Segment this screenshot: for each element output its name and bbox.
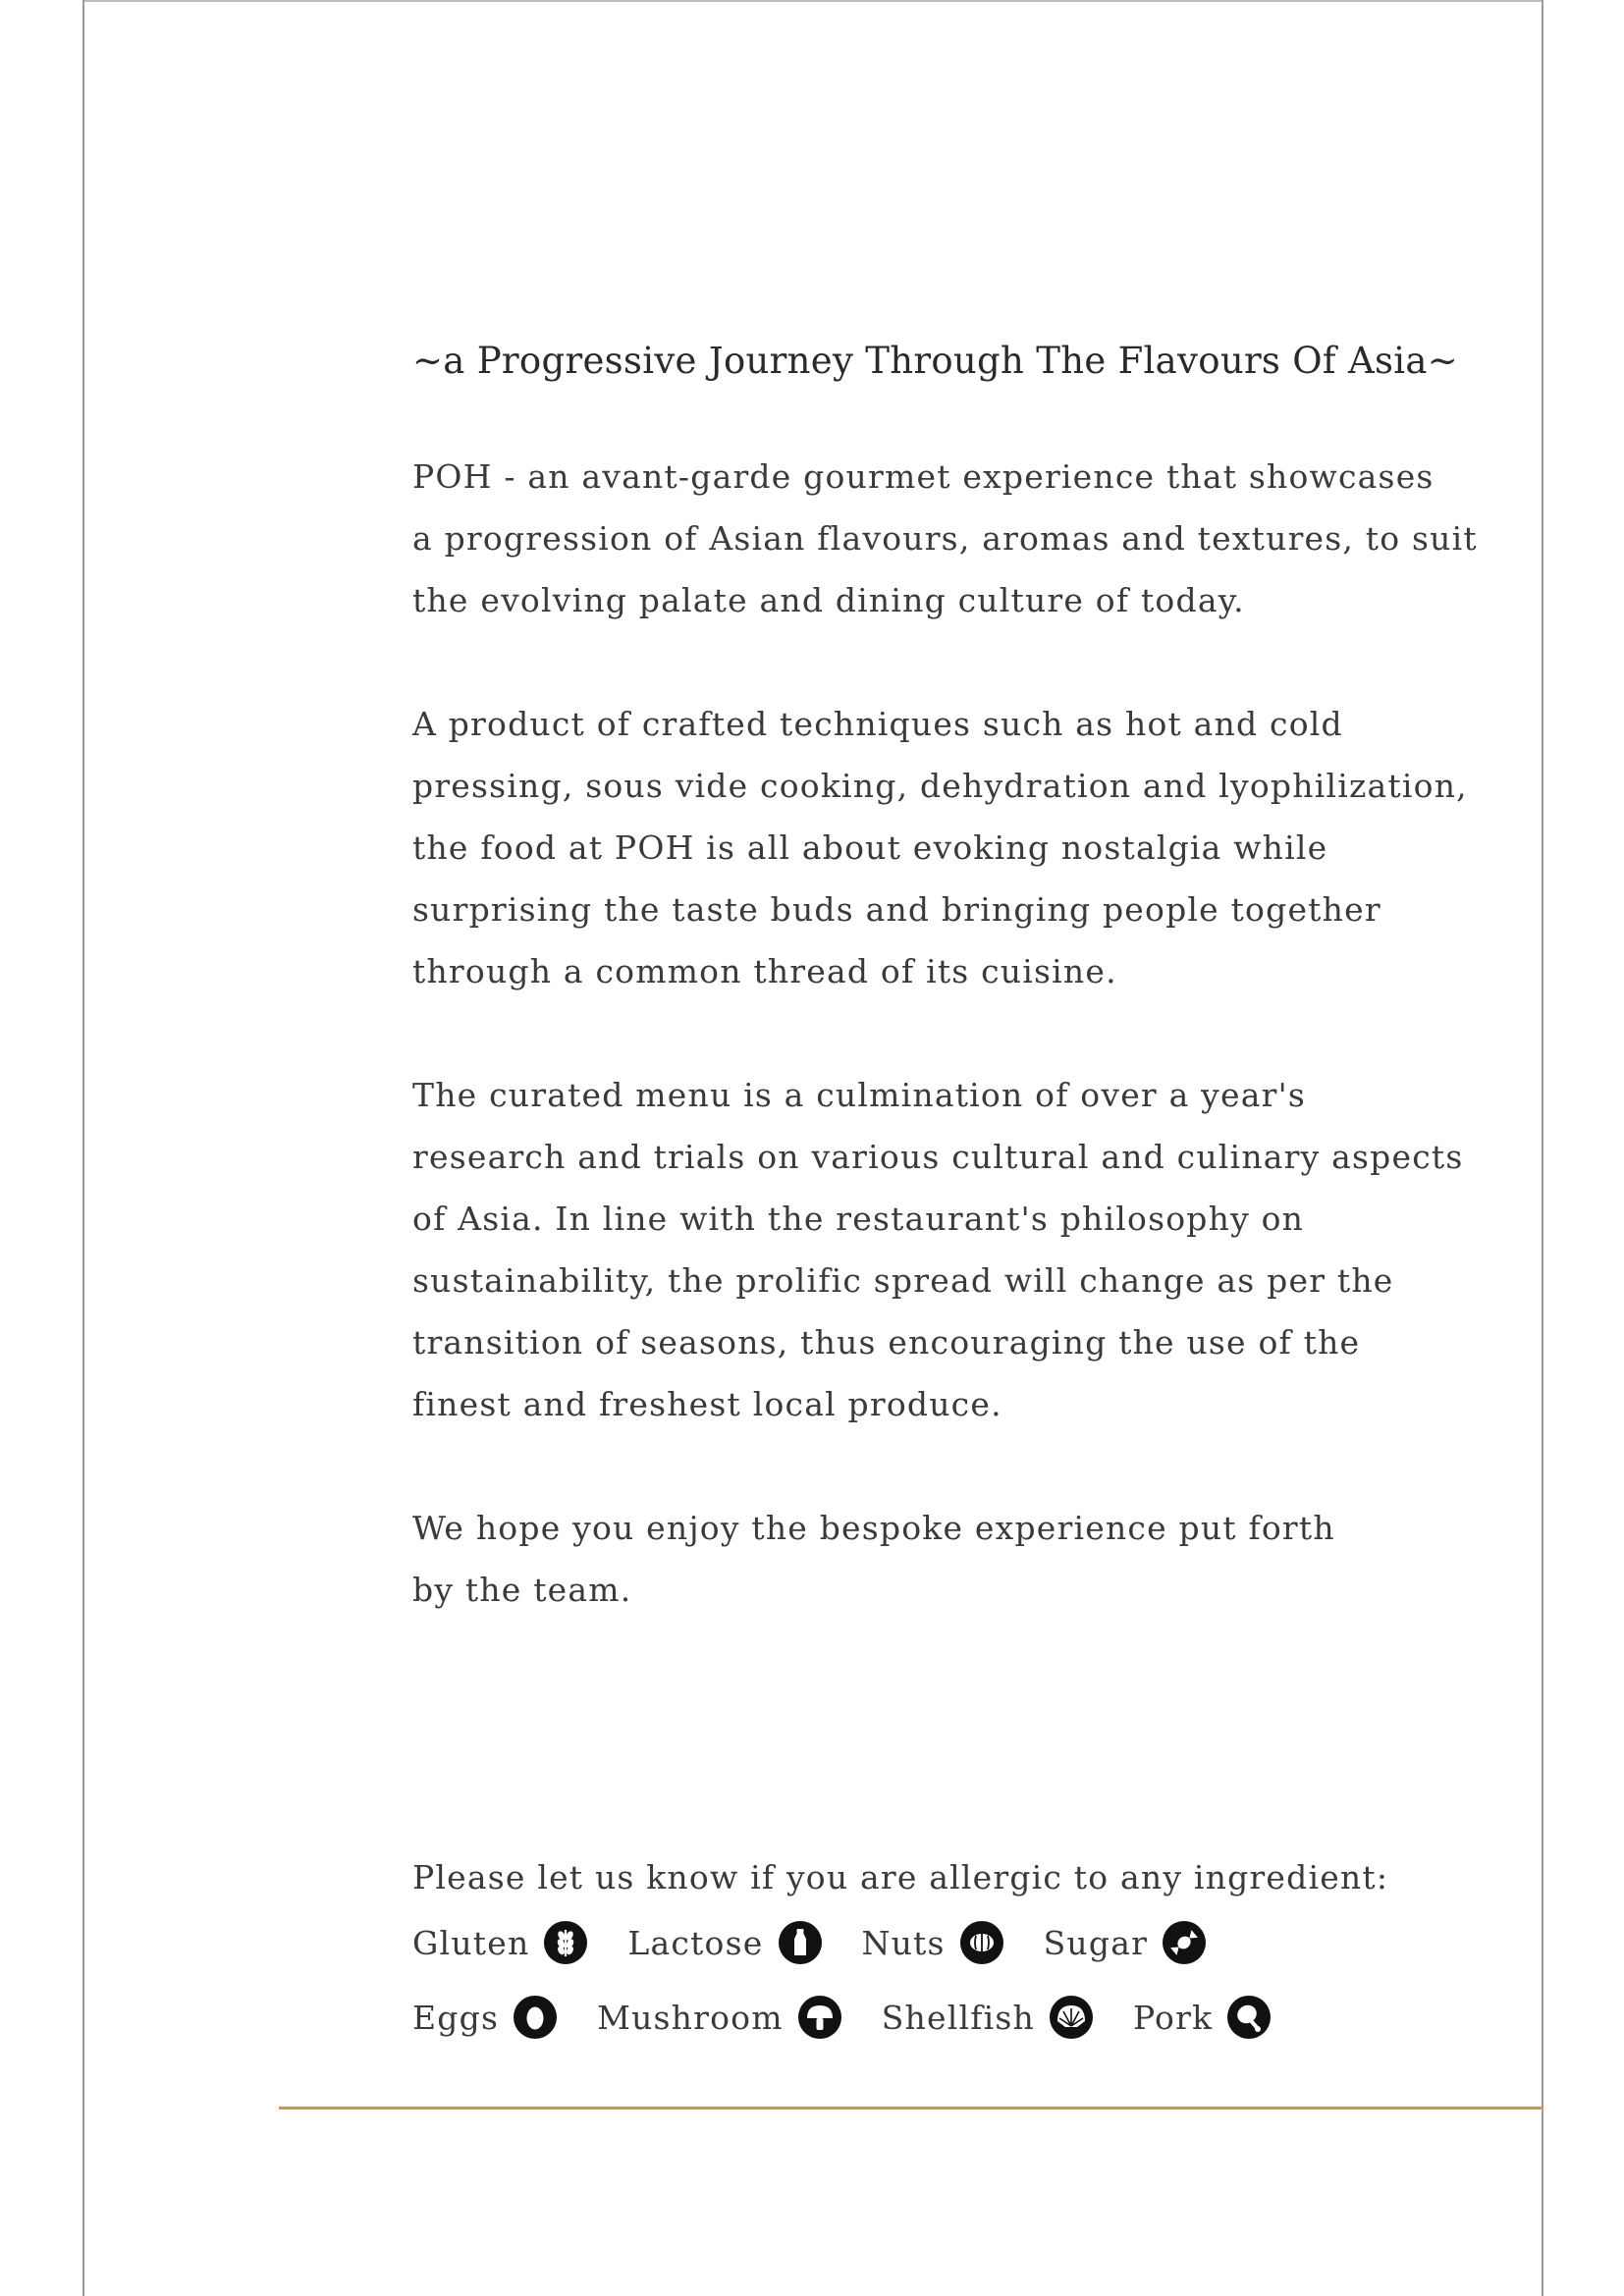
text-line: by the team. (412, 1571, 632, 1609)
allergen-label: Nuts (861, 1923, 946, 1962)
text-line: a progression of Asian flavours, aromas and textures, to suit (412, 519, 1478, 558)
allergen-row-2 (412, 1980, 1492, 2055)
allergen-label: Gluten (412, 1923, 530, 1962)
text-line: through a common thread of its cuisine. (412, 952, 1117, 990)
allergen-lactose (627, 1920, 822, 1965)
allergy-section (412, 1850, 1492, 2055)
allergen-nuts (862, 1920, 1004, 1965)
page-border-right (1542, 0, 1543, 2296)
allergen-mushroom (597, 1995, 842, 2040)
text-line: POH - an avant-garde gourmet experience that showcases (412, 457, 1435, 496)
allergen-label: Sugar (1043, 1923, 1149, 1962)
wheat-icon (543, 1920, 588, 1965)
allergen-label: Pork (1132, 1998, 1214, 2037)
egg-icon (513, 1995, 558, 2040)
page-title: ~a Progressive Journey Through The Flavours Of Asia~ (412, 340, 1459, 382)
nut-icon (959, 1920, 1004, 1965)
text-line: the evolving palate and dining culture of today. (412, 581, 1245, 619)
allergen-pork (1133, 1995, 1272, 2040)
allergen-label: Shellfish (881, 1998, 1035, 2037)
text-line: surprising the taste buds and bringing people together (412, 890, 1381, 929)
paragraph-techniques (412, 693, 1492, 1002)
text-line: pressing, sous vide cooking, dehydration and lyophilization, (412, 767, 1468, 805)
mushroom-icon (797, 1995, 842, 2040)
text-line: A product of crafted techniques such as hot and cold (412, 705, 1343, 743)
allergen-sugar (1044, 1920, 1207, 1965)
text-line: We hope you enjoy the bespoke experience put forth (412, 1509, 1335, 1547)
allergen-label: Eggs (412, 1998, 500, 2037)
divider-rule (279, 2107, 1543, 2109)
allergen-row-1 (412, 1905, 1492, 1980)
paragraph-intro (412, 446, 1492, 631)
allergen-eggs (412, 1995, 558, 2040)
shell-icon (1049, 1995, 1094, 2040)
intro-body (412, 446, 1492, 1621)
allergen-label: Lactose (627, 1923, 764, 1962)
paragraph-curated-menu (412, 1064, 1492, 1435)
intro-content (412, 334, 1492, 1682)
page-border-top (82, 0, 1543, 2)
paragraph-closing (412, 1497, 1492, 1621)
allergy-prompt: Please let us know if you are allergic to any ingredient: (412, 1858, 1389, 1896)
text-line: The curated menu is a culmination of over a year's (412, 1076, 1306, 1114)
candy-icon (1162, 1920, 1207, 1965)
text-line: finest and freshest local produce. (412, 1385, 1002, 1423)
text-line: transition of seasons, thus encouraging the use of the (412, 1323, 1361, 1362)
meat-icon (1226, 1995, 1272, 2040)
allergen-shellfish (882, 1995, 1094, 2040)
text-line: of Asia. In line with the restaurant's philosophy on (412, 1200, 1305, 1238)
text-line: the food at POH is all about evoking nostalgia while (412, 828, 1328, 867)
allergen-label: Mushroom (597, 1998, 784, 2037)
text-line: sustainability, the prolific spread will change as per the (412, 1261, 1394, 1300)
page-border-left (82, 0, 84, 2296)
milk-bottle-icon (778, 1920, 823, 1965)
text-line: research and trials on various cultural and culinary aspects (412, 1138, 1464, 1176)
allergen-gluten (412, 1920, 588, 1965)
